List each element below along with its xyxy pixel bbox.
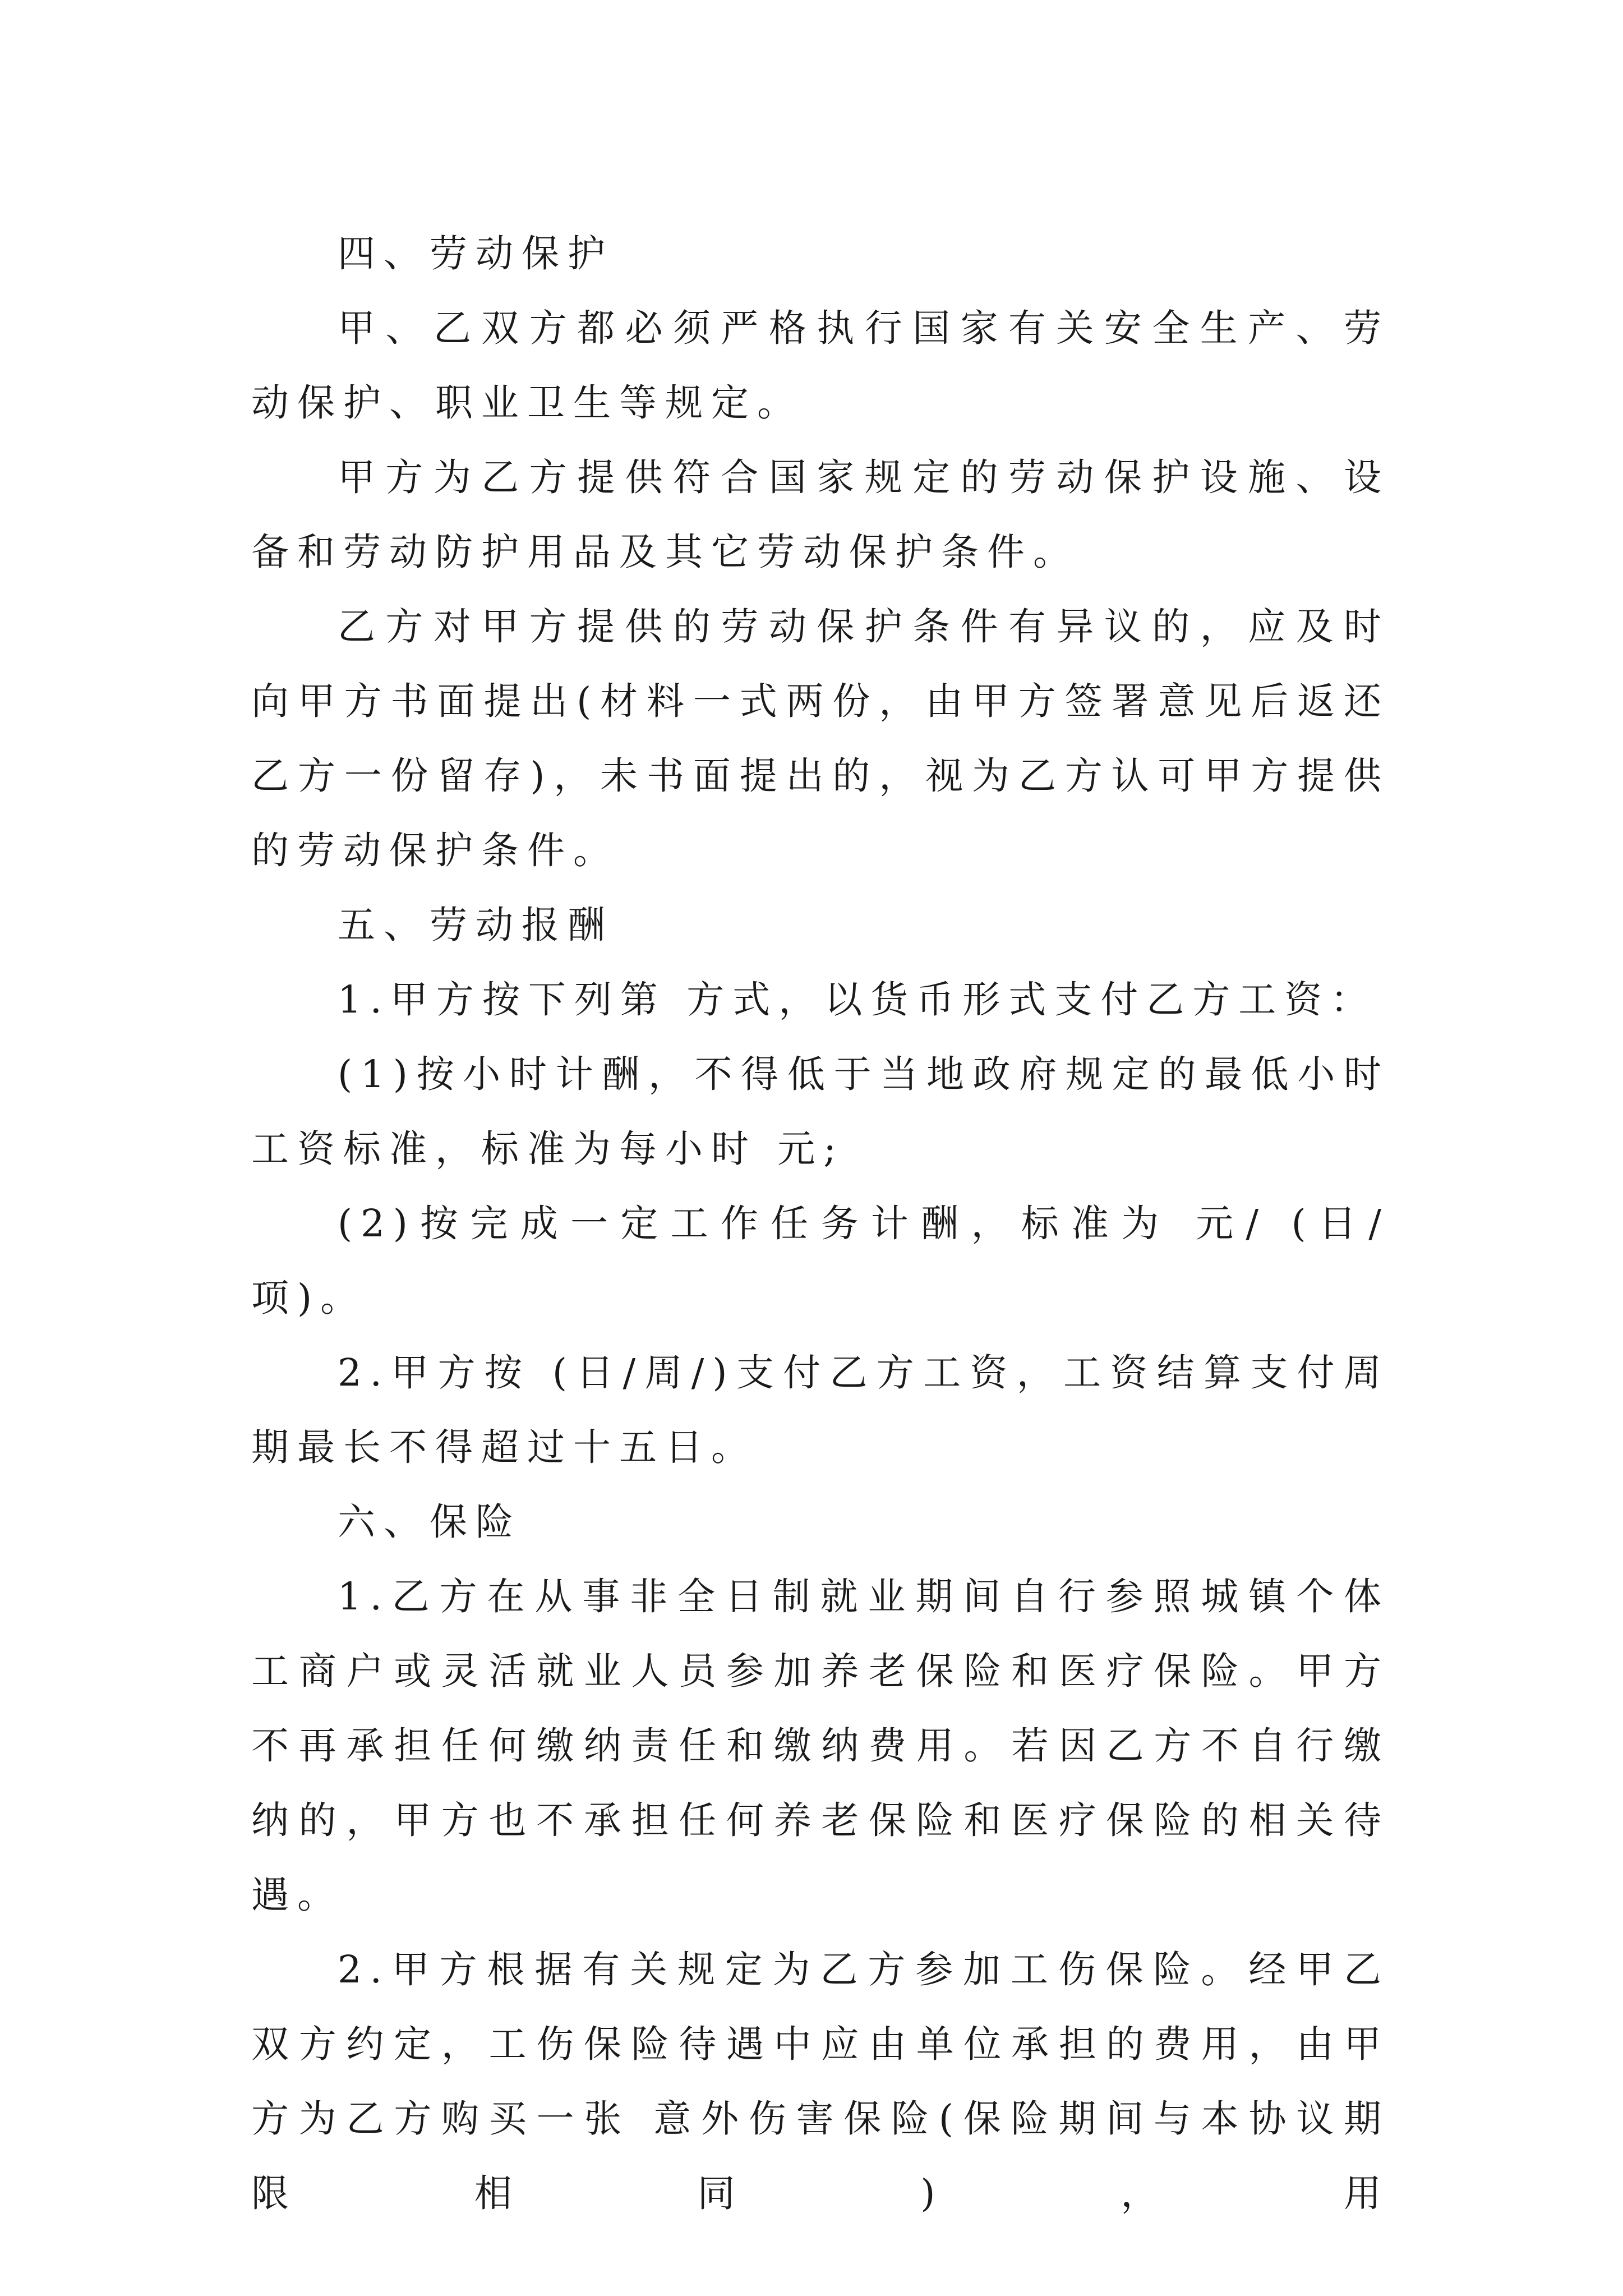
paragraph: 乙方对甲方提供的劳动保护条件有异议的，应及时向甲方书面提出(材料一式两份，由甲方签署意见后返还乙方一份留存)，未书面提出的，视为乙方认可甲方提供的劳动保护条件。	[251, 605, 1390, 872]
paragraph: (2)按完成一定工作任务计酬，标准为 元/ (日/项)。	[251, 1202, 1390, 1320]
paragraph: 1.乙方在从事非全日制就业期间自行参照城镇个体工商户或灵活就业人员参加养老保险和医疗保险。甲方不再承担任何缴纳责任和缴纳费用。若因乙方不自行缴纳的，甲方也不承担任何养老保险和医疗保险的相关待遇。	[251, 1575, 1390, 1917]
paragraph: (1)按小时计酬，不得低于当地政府规定的最低小时工资标准，标准为每小时 元;	[251, 1052, 1390, 1171]
section-heading-labor-remuneration: 五、劳动报酬	[338, 903, 614, 947]
paragraph: 甲方为乙方提供符合国家规定的劳动保护设施、设备和劳动防护用品及其它劳动保护条件。	[251, 455, 1390, 574]
paragraph: 2.甲方按 (日/周/)支付乙方工资，工资结算支付周期最长不得超过十五日。	[251, 1351, 1390, 1469]
paragraph: 2.甲方根据有关规定为乙方参加工伤保险。经甲乙双方约定，工伤保险待遇中应由单位承担的费用，由甲方为乙方购买一张 意外伤害保险(保险期间与本协议期限相同)，用	[251, 1948, 1390, 2215]
document-body	[251, 217, 1390, 2231]
paragraph: 1.甲方按下列第 方式，以货币形式支付乙方工资：	[338, 978, 1377, 1022]
paragraph: 甲、乙双方都必须严格执行国家有关安全生产、劳动保护、职业卫生等规定。	[251, 306, 1390, 425]
section-heading-labor-protection: 四、劳动保护	[338, 232, 614, 275]
section-heading-insurance: 六、保险	[338, 1500, 522, 1544]
